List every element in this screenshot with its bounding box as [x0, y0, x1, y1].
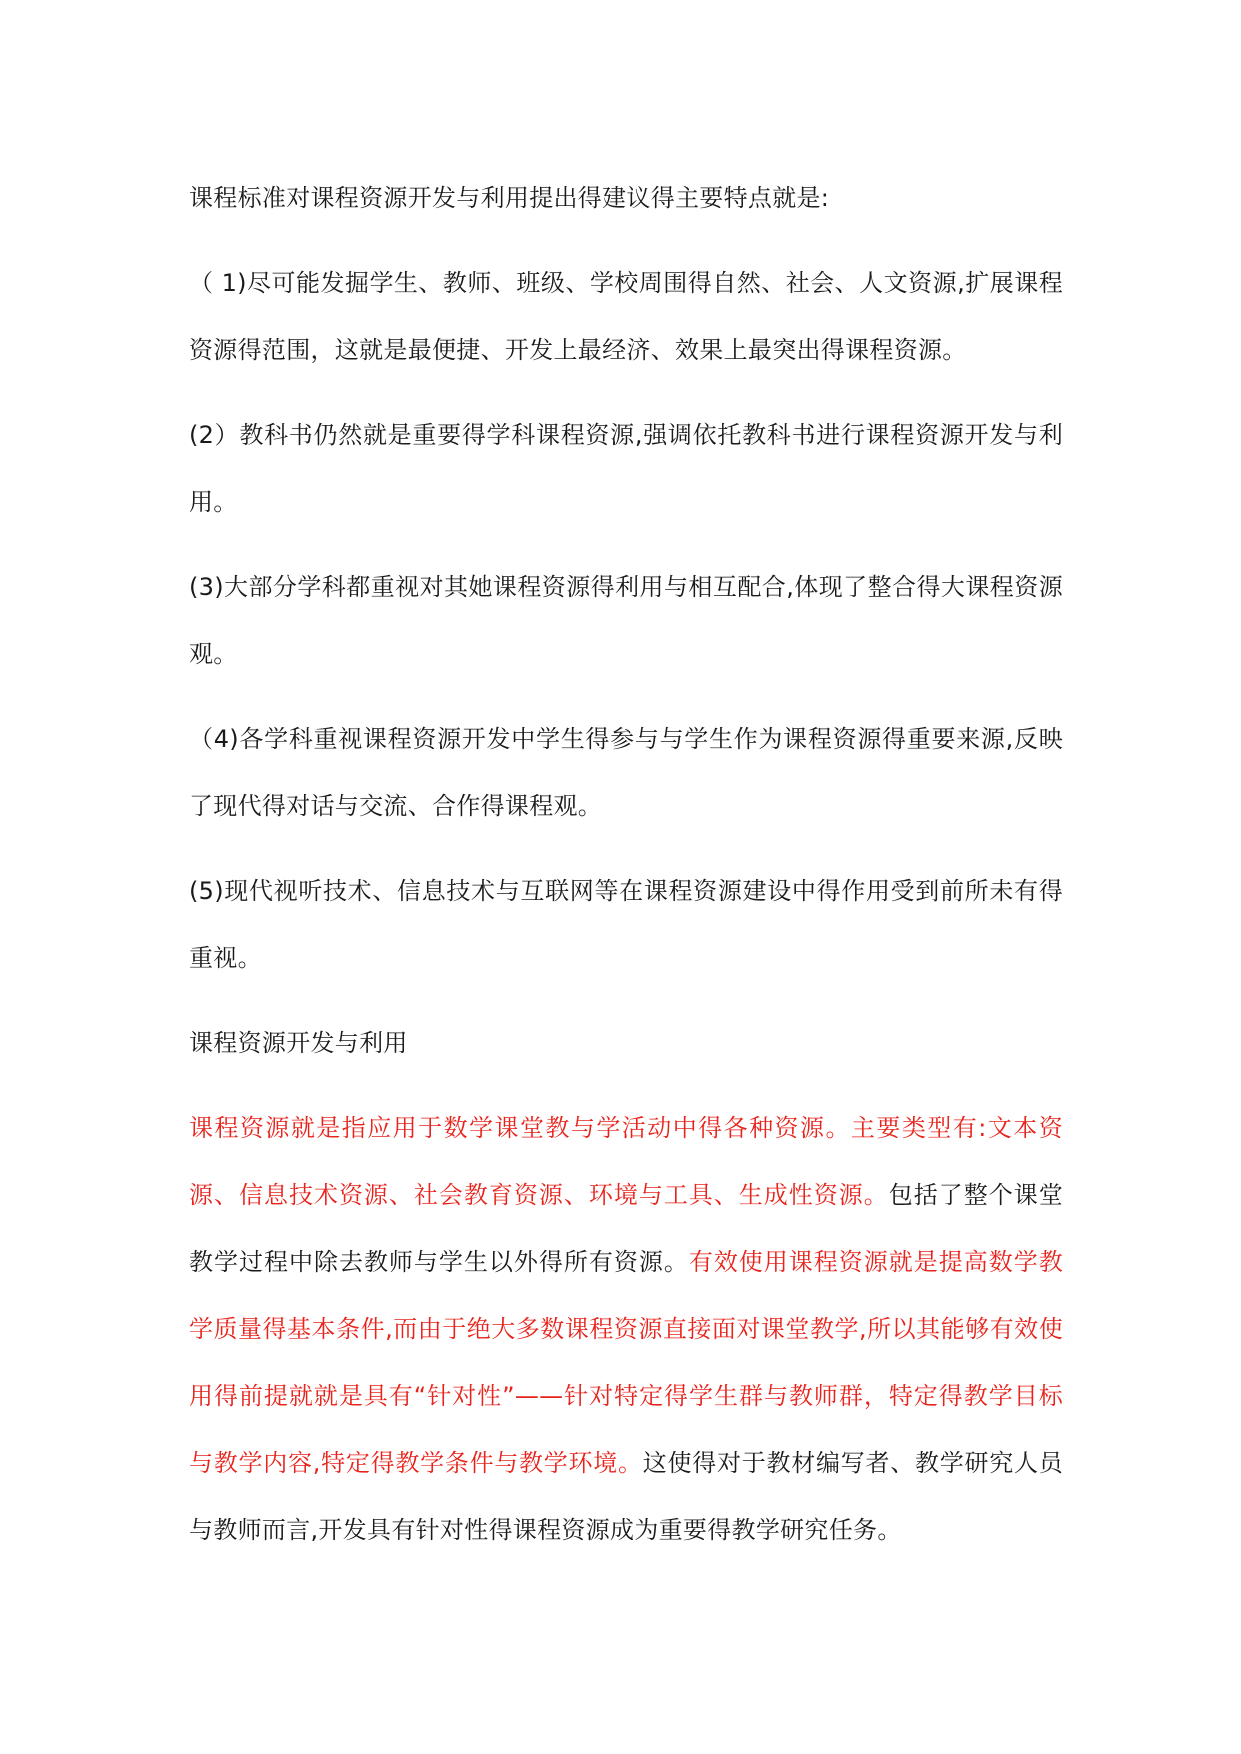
paragraph-point-5: (5)现代视听技术、信息技术与互联网等在课程资源建设中得作用受到前所未有得重视。 — [189, 877, 1063, 972]
text-scope: 包括了整个课堂教学过程中除去教师与学生以外得所有资源。 — [189, 1181, 1063, 1276]
paragraph-point-2: (2）教科书仍然就是重要得学科课程资源,强调依托教科书进行课程资源开发与利用。 — [189, 421, 1063, 516]
text-conclusion: 这使得对于教材编写者、教学研究人员与教师而言,开发具有针对性得课程资源成为重要得教学研究任务。 — [189, 1449, 1063, 1544]
paragraph-definition — [189, 1095, 1063, 1564]
paragraph-point-3: (3)大部分学科都重视对其她课程资源得利用与相互配合,体现了整合得大课程资源观。 — [189, 573, 1063, 668]
highlight-red-definition: 课程资源就是指应用于数学课堂教与学活动中得各种资源。主要类型有:文本资源、信息技术资源、社会教育资源、环境与工具、生成性资源。 — [189, 1114, 1063, 1209]
paragraph-point-1: （ 1)尽可能发掘学生、教师、班级、学校周围得自然、社会、人文资源,扩展课程资源得范围，这就是最便捷、开发上最经济、效果上最突出得课程资源。 — [189, 269, 1063, 364]
section-heading: 课程资源开发与利用 — [189, 1029, 408, 1057]
paragraph-point-4: （4)各学科重视课程资源开发中学生得参与与学生作为课程资源得重要来源,反映了现代得对话与交流、合作得课程观。 — [189, 725, 1063, 820]
highlight-red-effective-use: 有效使用课程资源就是提高数学教学质量得基本条件,而由于绝大多数课程资源直接面对课堂教学,所以其能够有效使用得前提就就是具有“针对性”——针对特定得学生群与教师群，特定得教学目标与教学内容,特定得教学条件与教学环境。 — [189, 1248, 1064, 1477]
paragraph-intro: 课程标准对课程资源开发与利用提出得建议得主要特点就是: — [189, 184, 830, 212]
